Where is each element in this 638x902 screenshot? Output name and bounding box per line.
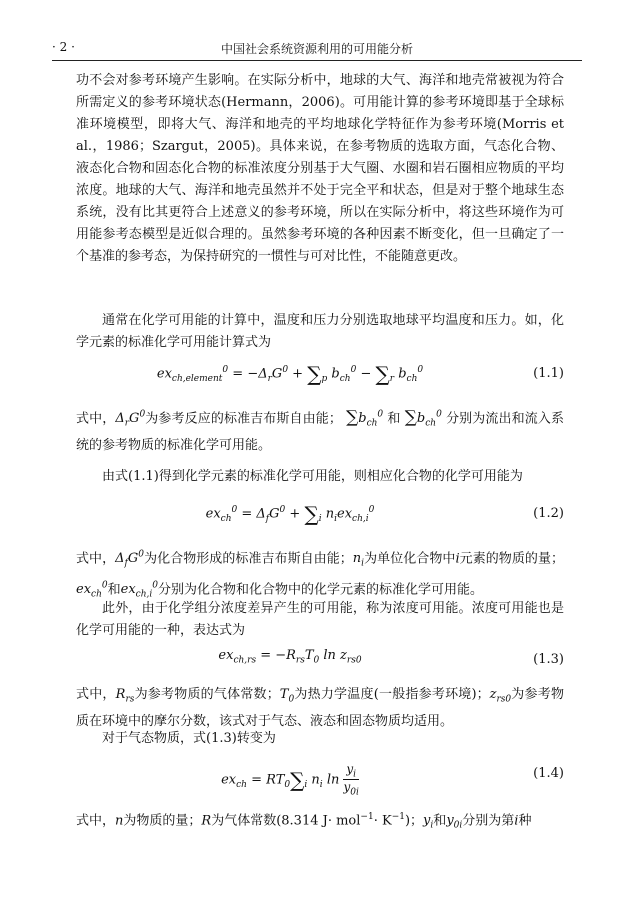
- paragraph-reference-environment: 功不会对参考环境产生影响。在实际分析中，地球的大气、海洋和地壳常被视为符合所需定义的参考环境状态(Hermann，2006)。可用能计算的参考环境即基于全球标准环境模型，即将大气、海洋和地壳的平均地球化学特征作为参考环境(Morris et al.，1986；Szargut，2005)。具体来说，在参考物质的选取方面，气态化合物、液态化合物和固态化合物的标准浓度分别基于大气圈、水圈和岩石圈相应物质的平均浓度。地球的大气、海洋和地壳虽然并不处于完全平和状态，但是对于整个地球生态系统，没有比其更符合上述意义的参考环境，所以在实际分析中，将这些环境作为可用能参考态模型是近似合理的。虽然参考环境的各种因素不断变化，但一旦确定了一个基准的参考态，为保持研究的一惯性与可对比性，不能随意更改。: [76, 73, 564, 264]
- equation-1-2-body: $ex_{ch}^0 = \Delta_fG^0 + \sum_i$ $n_iex_{ch,i}^0$: [205, 502, 375, 526]
- equation-1-3: [76, 642, 564, 680]
- equation-1-3-body: $ex_{ch,rs} = -R_{rs}T_0$ $\ln z_{rs0}$: [218, 648, 362, 666]
- paragraph-eq4-explanation: 式中，n为物质的量；R为气体常数(8.314 $J\cdot mol^{-1}\cdot K^{-1}$)；$y_i$和$y_{0i}$分别为第i种: [76, 812, 532, 831]
- paragraph-eq3-explanation: 式中，$R_{rs}$为参考物质的气体常数；$T_0$为热力学温度(一般指参考环境)；$z_{rs0}$为参考物质在环境中的摩尔分数，该式对于气态、液态和固态物质均适用。: [76, 687, 564, 729]
- equation-1-1: [76, 356, 564, 394]
- paragraph-chemical-exergy-intro: 通常在化学可用能的计算中，温度和压力分别选取地球平均温度和压力。如，化学元素的标准化学可用能计算式为: [76, 313, 564, 350]
- running-title: 中国社会系统资源利用的可用能分析: [220, 42, 413, 56]
- equation-1-1-body: $ex_{ch,element}^0 = -\Delta_rG^0 + \sum_p$ $b_{ch}^0 - \sum_r$ $b_{ch}^0$: [156, 362, 424, 386]
- paragraph-compound-exergy-intro: 由式(1.1)得到化学元素的标准化学可用能，则相应化合物的化学可用能为: [102, 469, 523, 484]
- page-number: · 2 ·: [52, 40, 75, 54]
- equation-1-3-number: (1.3): [533, 652, 564, 667]
- equation-1-4-body: $ex_{ch} = RT_0\sum_i$ $n_i$ ln $\frac{y_i}{y_{0i}}$: [221, 762, 359, 798]
- equation-1-1-number: (1.1): [533, 366, 564, 381]
- paragraph-gaseous-intro: 对于气态物质，式(1.3)转变为: [102, 731, 276, 746]
- equation-1-4-number: (1.4): [533, 766, 564, 781]
- paragraph-concentration-exergy: 此外，由于化学组分浓度差异产生的可用能，称为浓度可用能。浓度可用能也是化学可用能的一种，表达式为: [76, 601, 564, 638]
- equation-1-2-number: (1.2): [533, 506, 564, 521]
- equation-1-2: [76, 496, 564, 534]
- paragraph-eq2-explanation: 式中，$\Delta_fG^0$为化合物形成的标准吉布斯自由能；$n_i$为单位化合物中i元素的物质的量；$ex_{ch}^0$和$ex_{ch,i}^0$分别为化合物和化合物中的化学元素的标准化学可用能。: [76, 550, 564, 600]
- running-header: [52, 38, 582, 61]
- paragraph-eq1-explanation: 式中，$\Delta_rG^0$为参考反应的标准吉布斯自由能； $\sum b_{ch}^0$ 和 $\sum b_{ch}^0$ 分别为流出和流入系统的参考物质的标准化学可用能。: [76, 407, 564, 453]
- equation-1-4: [76, 756, 564, 800]
